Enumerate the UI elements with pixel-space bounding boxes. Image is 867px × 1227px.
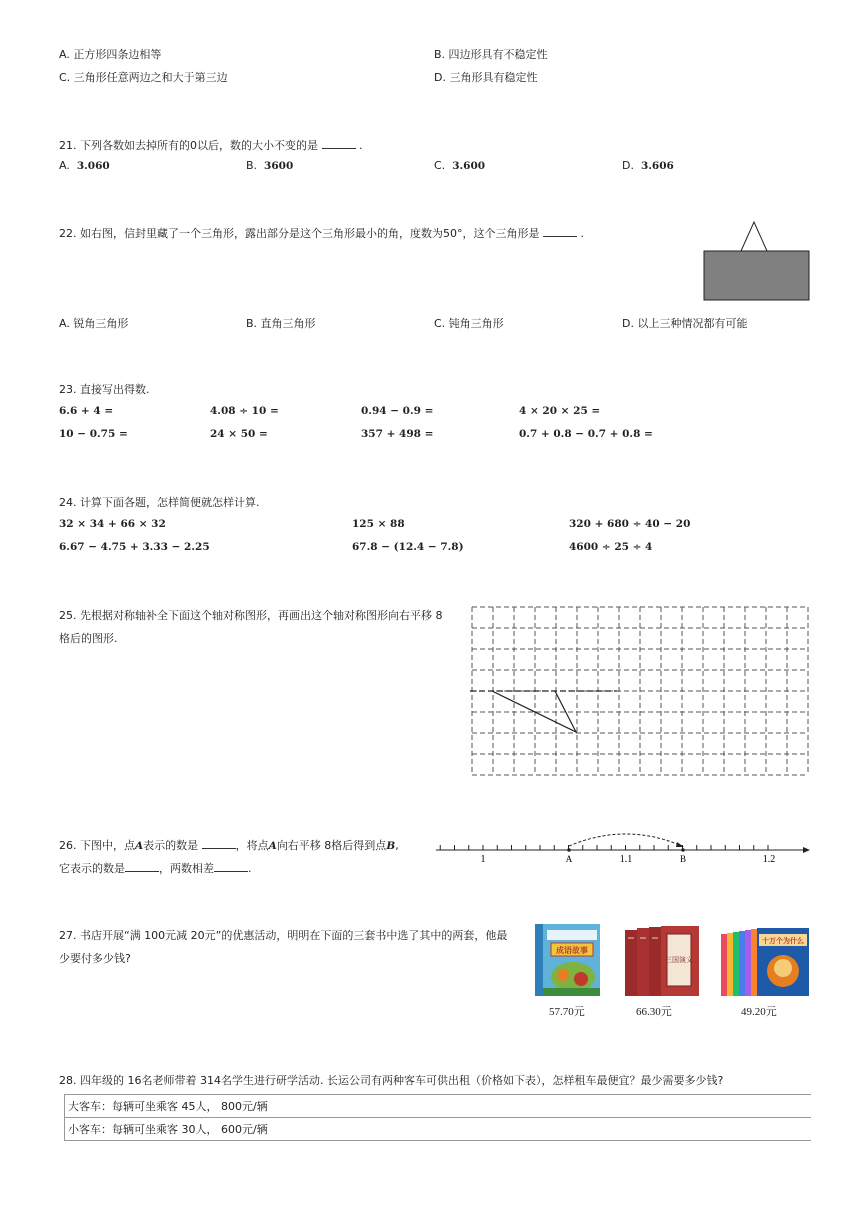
- q21-option-d: D. 3.606: [622, 159, 674, 172]
- table-row: [65, 1118, 812, 1141]
- q23-item: 24 × 50 =: [210, 428, 268, 440]
- q22-question: 22. 如右图，信封里藏了一个三角形，露出部分是这个三角形最小的角，度数为50°，这个三角形是 .: [59, 227, 584, 240]
- q24-item: 67.8 − (12.4 − 7.8): [352, 541, 464, 553]
- answer-blank[interactable]: [202, 838, 236, 849]
- q21-option-b: B. 3600: [246, 159, 294, 172]
- axis-label: 1.2: [762, 854, 776, 865]
- q21-option-a: A. 3.060: [59, 159, 110, 172]
- q26-line2: 它表示的数是 ，两数相差 .: [59, 862, 252, 875]
- q24-item: 320 + 680 ÷ 40 − 20: [569, 518, 691, 530]
- book-set-sanguo: [623, 924, 703, 1000]
- q23-stem: 23. 直接写出得数.: [59, 383, 150, 396]
- number-line: [432, 826, 814, 868]
- q24-item: 6.67 − 4.75 + 3.33 − 2.25: [59, 541, 210, 553]
- answer-blank[interactable]: [543, 226, 577, 237]
- q24-stem: 24. 计算下面各题，怎样简便就怎样计算.: [59, 496, 260, 509]
- symmetry-grid: [470, 605, 810, 777]
- answer-blank[interactable]: [214, 861, 248, 872]
- book-set-100000-why: [719, 926, 811, 1000]
- q21-stem: 21. 下列各数如去掉所有的0以后，数的大小不变的是: [59, 139, 318, 152]
- svg-text:成语故事: 成语故事: [556, 946, 588, 955]
- axis-label: A: [565, 854, 573, 864]
- answer-blank[interactable]: [322, 138, 356, 149]
- arc-arrow: [676, 842, 684, 847]
- q24-item: 32 × 34 + 66 × 32: [59, 518, 166, 530]
- q20-option-d: D. 三角形具有稳定性: [434, 71, 538, 84]
- q20-option-c: C. 三角形任意两边之和大于第三边: [59, 71, 228, 84]
- envelope-triangle-figure: [700, 218, 812, 304]
- q20-option-b: B. 四边形具有不稳定性: [434, 48, 548, 61]
- q22-option-a: A. 锐角三角形: [59, 317, 129, 330]
- translation-arc: [569, 834, 682, 846]
- q21-question: 21. 下列各数如去掉所有的0以后，数的大小不变的是 .: [59, 139, 363, 152]
- q23-item: 0.94 − 0.9 =: [361, 405, 434, 417]
- q22-option-b: B. 直角三角形: [246, 317, 316, 330]
- axis-label: 1.1: [619, 854, 633, 865]
- book-price: 66.30元: [636, 1006, 672, 1018]
- point-a: [567, 848, 571, 852]
- q24-item: 4600 ÷ 25 ÷ 4: [569, 541, 653, 553]
- q23-item: 4 × 20 × 25 =: [519, 405, 601, 417]
- axis-arrow: [803, 847, 810, 853]
- point-b: [681, 848, 685, 852]
- q22-option-d: D. 以上三种情况都有可能: [622, 317, 748, 330]
- q23-item: 6.6 + 4 =: [59, 405, 114, 417]
- q25-line1: 25. 先根据对称轴补全下面这个轴对称图形，再画出这个轴对称图形向右平移 8: [59, 609, 443, 622]
- q27-line1: 27. 书店开展“满 100元减 20元”的优惠活动，明明在下面的三套书中选了其中的两套，他最: [59, 929, 508, 942]
- q23-item: 0.7 + 0.8 − 0.7 + 0.8 =: [519, 428, 653, 440]
- q23-item: 4.08 ÷ 10 =: [210, 405, 279, 417]
- book-price: 57.70元: [549, 1006, 585, 1018]
- table-cell: 大客车：每辆可坐乘客 45人， 800元/辆: [65, 1095, 812, 1118]
- axis-label: B: [679, 854, 687, 864]
- axis-label: 1: [480, 854, 486, 865]
- q26-line1: 26. 下图中，点A表示的数是 ，将点A向右平移 8格后得到点B,: [59, 839, 399, 852]
- book-cover-chengyu: [533, 922, 603, 998]
- q24-item: 125 × 88: [352, 518, 405, 530]
- q27-line2: 少要付多少钱?: [59, 952, 131, 965]
- triangle-exposed-angle: [741, 222, 767, 251]
- svg-text:三国演义: 三国演义: [665, 956, 693, 964]
- table-row: [65, 1095, 812, 1118]
- q20-option-a: A. 正方形四条边相等: [59, 48, 162, 61]
- answer-blank[interactable]: [125, 861, 159, 872]
- table-cell: 小客车：每辆可坐乘客 30人， 600元/辆: [65, 1118, 812, 1141]
- q25-line2: 格后的图形.: [59, 632, 118, 645]
- envelope-rect: [704, 251, 809, 300]
- q23-item: 10 − 0.75 =: [59, 428, 128, 440]
- q22-option-c: C. 钝角三角形: [434, 317, 504, 330]
- q23-item: 357 + 498 =: [361, 428, 434, 440]
- q21-option-c: C. 3.600: [434, 159, 486, 172]
- book-price: 49.20元: [741, 1006, 777, 1018]
- q28-stem: 28. 四年级的 16名老师带着 314名学生进行研学活动. 长运公司有两种客车可供出租（价格如下表），怎样租车最便宜？最少需要多少钱?: [59, 1074, 724, 1087]
- svg-text:十万个为什么: 十万个为什么: [762, 937, 804, 945]
- bus-price-table: [64, 1094, 811, 1141]
- q22-stem: 22. 如右图，信封里藏了一个三角形，露出部分是这个三角形最小的角，度数为50°，这个三角形是: [59, 227, 540, 240]
